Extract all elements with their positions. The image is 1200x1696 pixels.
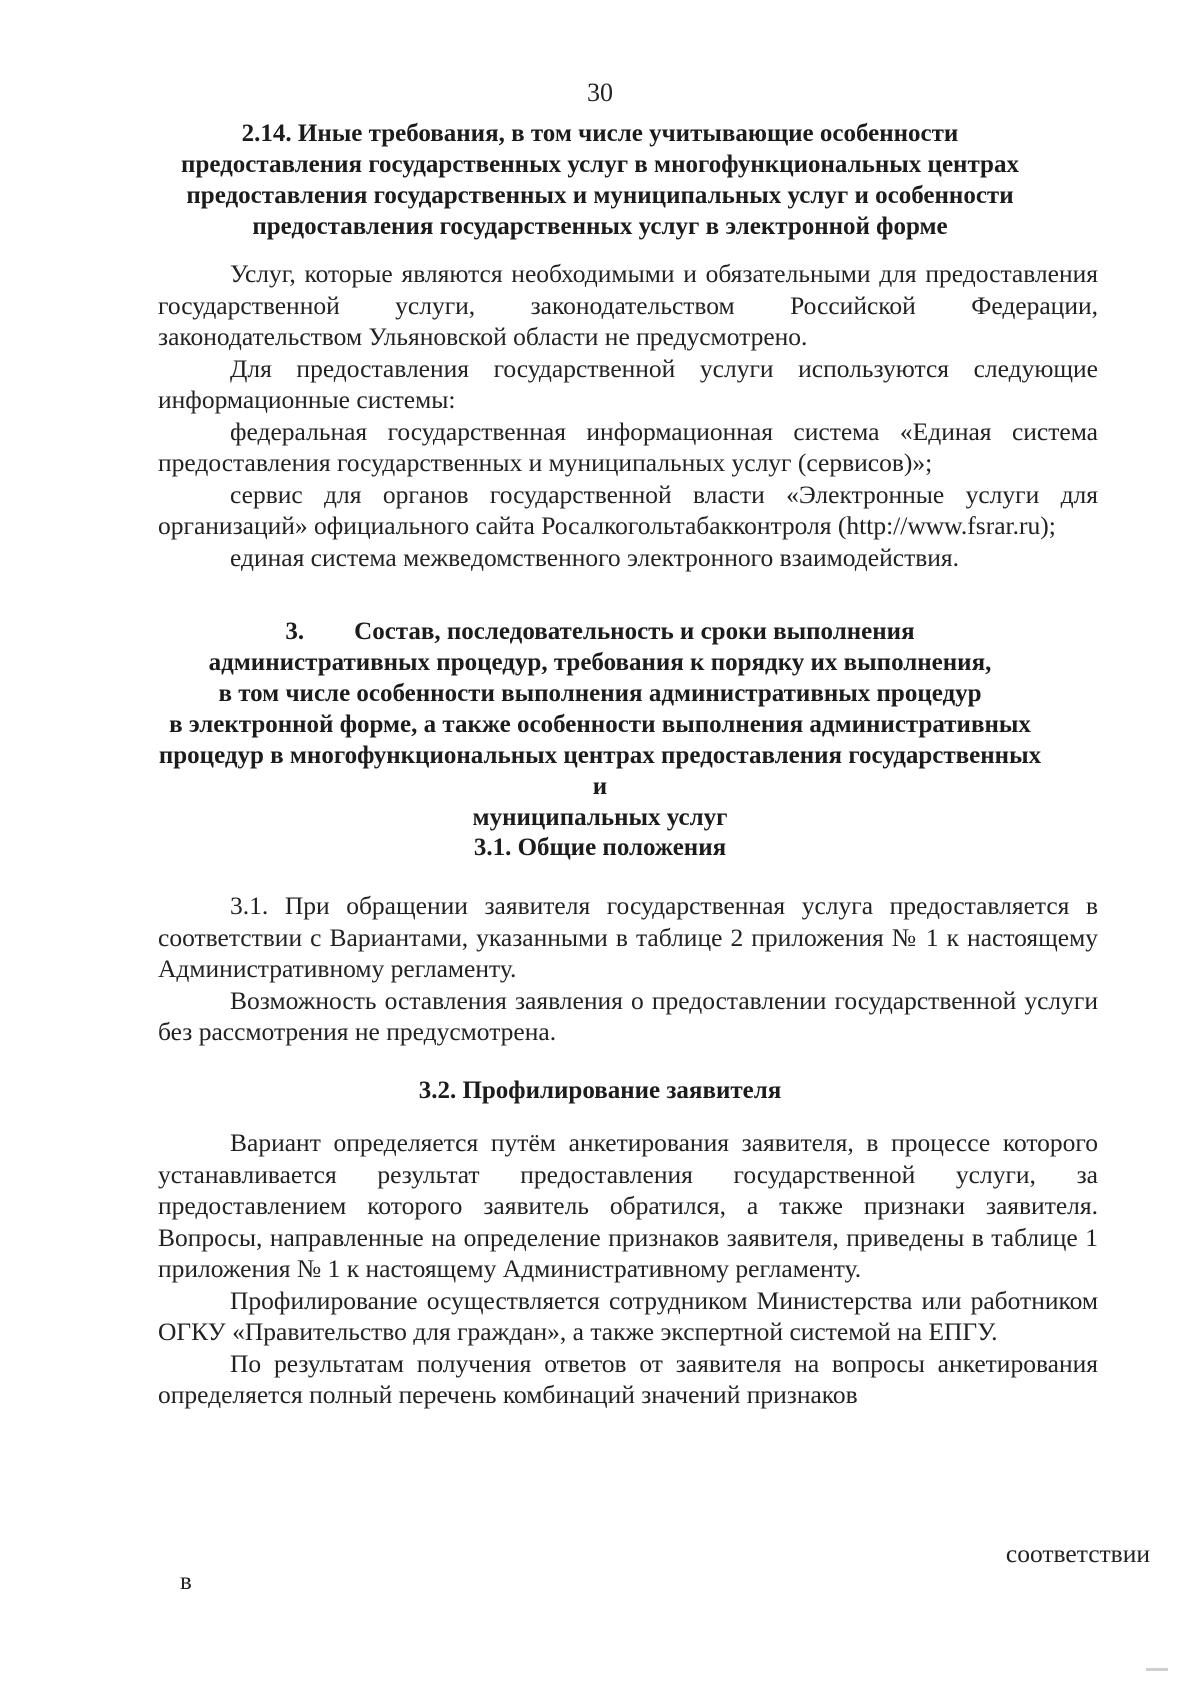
heading-line: предоставления государственных услуг в электронной форме bbox=[252, 213, 948, 240]
paragraph: Вариант определяется путём анкетирования заявителя, в процессе которого устанавливается результат предоставления государственной услуги, за предоставлением которого заявитель обратился, а также признаки заявителя. Вопросы, направленные на определение признаков заявителя, приведены в таблице 1 приложения № 1 к настоящему Административному регламенту. bbox=[158, 1128, 1098, 1283]
section-3-2-body bbox=[158, 1127, 1098, 1411]
heading-line: 3. Состав, последовательность и сроки выполнения bbox=[285, 618, 915, 645]
section-2-14-body bbox=[158, 258, 1098, 573]
heading-line: предоставления государственных услуг в многофункциональных центрах bbox=[181, 151, 1019, 178]
paragraph: сервис для органов государственной власти «Электронные услуги для организаций» официального сайта Росалкогольтабакконтроля (http://www.fsrar.ru); bbox=[158, 479, 1098, 540]
heading-line: 2.14. Иные требования, в том числе учитывающие особенности bbox=[241, 120, 959, 147]
heading-line: в электронной форме, а также особенности выполнения административных bbox=[169, 711, 1031, 738]
scan-mark bbox=[1146, 1668, 1168, 1671]
paragraph: единая система межведомственного электронного взаимодействия. bbox=[230, 542, 960, 572]
page-number: 30 bbox=[587, 78, 613, 107]
paragraph: Профилирование осуществляется сотрудником Министерства или работником ОГКУ «Правительство для граждан», а также экспертной системой на ЕПГУ. bbox=[158, 1285, 1098, 1346]
heading-line: административных процедур, требования к порядку их выполнения, bbox=[208, 649, 992, 676]
heading-line: муниципальных услуг bbox=[472, 804, 728, 831]
paragraph: Услуг, которые являются необходимыми и обязательными для предоставления государственной услуги, законодательством Российской Федерации, законодательством Ульяновской области не предусмотрено. bbox=[158, 259, 1098, 351]
paragraph: Возможность оставления заявления о предоставлении государственной услуги без рассмотрения не предусмотрена. bbox=[158, 985, 1098, 1046]
heading-line: в том числе особенности выполнения административных процедур bbox=[218, 680, 982, 707]
section-2-14-heading bbox=[150, 118, 1050, 242]
paragraph: 3.1. При обращении заявителя государственная услуга предоставляется в соответствии с Вариантами, указанными в таблице 2 приложения № 1 к настоящему Административному регламенту. bbox=[158, 891, 1098, 983]
section-3-1-heading: 3.1. Общие положения bbox=[473, 834, 727, 861]
section-3-2-heading: 3.2. Профилирование заявителя bbox=[418, 1077, 782, 1104]
section-3-heading bbox=[150, 616, 1050, 833]
trailing-word: соответствии bbox=[1005, 1539, 1150, 1568]
heading-line: предоставления государственных и муниципальных услуг и особенности bbox=[186, 182, 1014, 209]
paragraph: Для предоставления государственной услуги используются следующие информационные системы: bbox=[158, 353, 1098, 414]
heading-line: процедур в многофункциональных центрах предоставления государственных и bbox=[158, 742, 1042, 800]
paragraph: По результатам получения ответов от заявителя на вопросы анкетирования определяется полный перечень комбинаций значений признаков bbox=[158, 1348, 1098, 1409]
trailing-letter: в bbox=[180, 1568, 192, 1595]
section-3-1-body bbox=[158, 890, 1098, 1048]
paragraph: федеральная государственная информационная система «Единая система предоставления государственных и муниципальных услуг (сервисов)»; bbox=[158, 416, 1098, 477]
